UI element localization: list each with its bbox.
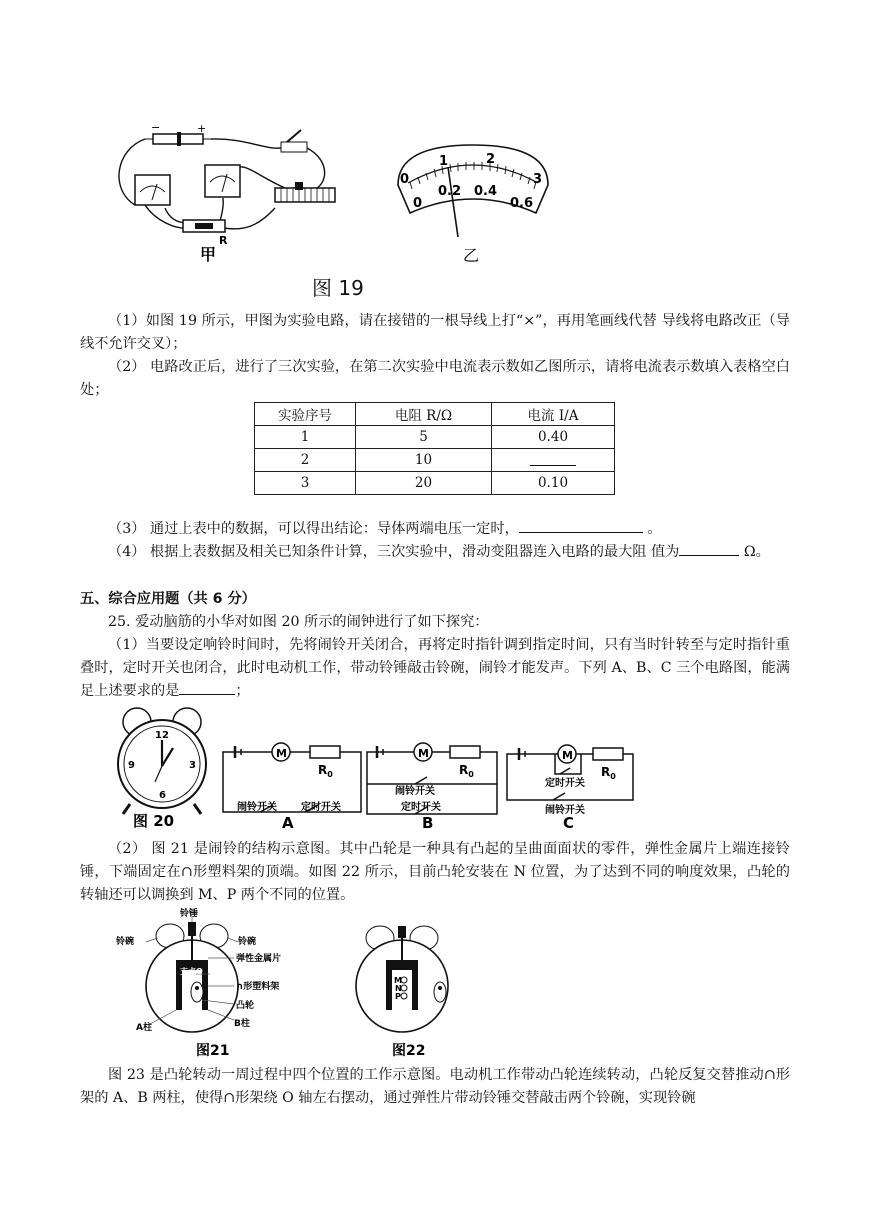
table-cell-blank[interactable] [492, 449, 615, 472]
r0-a: $R_0$ [318, 763, 333, 779]
motor-b: M [418, 747, 429, 760]
answer-blank-4[interactable] [679, 555, 739, 556]
bell-structure-diagram [146, 922, 238, 1032]
question-25-intro: 25. 爱动脑筋的小华对如图 20 所示的闹钟进行了如下探究： [108, 614, 489, 630]
table-header: 电阻 R/Ω [356, 403, 492, 426]
label-a: A [282, 814, 294, 832]
timer-switch-a: 定时开关 [301, 802, 341, 813]
question-19-2: （2） 电路改正后，进行了三次实验，在第二次实验中电流表示数如乙图所示，请将电流表示数填入表格空白处； [80, 359, 790, 398]
r0-b: $R_0$ [459, 763, 474, 779]
position-n: N [395, 984, 402, 993]
label-spring: 弹性金属片 [236, 954, 282, 964]
label-c: C [563, 814, 575, 832]
clock-12: 12 [155, 730, 169, 741]
dial-top-0: 0 [400, 172, 410, 187]
timer-switch-b: 定时开关 [401, 802, 441, 813]
table-cell: 10 [356, 449, 492, 472]
figure-jia-label: 甲 [200, 245, 217, 264]
label-bowl-right: 铃碗 [238, 937, 257, 947]
figure-19-ammeter-dial [388, 125, 558, 265]
label-col-b: B柱 [234, 1019, 250, 1029]
table-cell: 0.10 [492, 472, 615, 495]
section-5-heading: 五、综合应用题（共 6 分） [80, 591, 256, 607]
dial-bottom-1: 0.2 [438, 184, 462, 199]
label-bowl-left: 铃碗 [116, 937, 135, 947]
label-b: B [422, 814, 434, 832]
alarm-switch-a: 闹铃开关 [237, 802, 277, 813]
alarm-clock-icon [118, 708, 206, 814]
table-cell: 0.40 [492, 426, 615, 449]
clock-3: 3 [189, 760, 196, 771]
table-cell: 20 [356, 472, 492, 495]
table-cell: 3 [255, 472, 356, 495]
question-19-4: （4） 根据上表数据及相关已知条件计算，三次实验中，滑动变阻器连入电路的最大阻 值为 Ω。 [108, 544, 770, 560]
position-m: M [394, 976, 402, 985]
table-row [255, 449, 615, 472]
dial-top-1: 1 [439, 154, 449, 169]
data-table [254, 402, 615, 495]
figure-22-caption: 图22 [392, 1043, 426, 1059]
dial-bottom-3: 0.6 [510, 196, 534, 211]
table-row [255, 426, 615, 449]
table-cell: 5 [356, 426, 492, 449]
figure-21-22 [110, 908, 485, 1060]
figure-19-caption: 图 19 [312, 276, 364, 300]
battery-minus: − [151, 121, 161, 134]
figure-20 [105, 706, 616, 834]
table-header-row [255, 403, 615, 426]
position-p: P [395, 992, 401, 1001]
figure-yi-label: 乙 [463, 246, 480, 265]
label-pivot: 支点O [180, 967, 203, 976]
question-25-1: （1）当要设定响铃时间时，先将闹铃开关闭合，再将定时指针调到指定时间，只有当时针转至与定时指针重叠时，定时开关也闭合，此时电动机工作，带动铃锤敲击铃碗，闹铃才能发声。下列 A、B、C 三个电路图，能满足上述要求的是 ； [80, 637, 790, 699]
cam-positions-diagram [356, 926, 448, 1032]
alarm-switch-b: 闹铃开关 [395, 786, 435, 797]
dial-bottom-2: 0.4 [474, 184, 498, 199]
timer-switch-c: 定时开关 [545, 778, 585, 789]
question-19-3: （3） 通过上表中的数据，可以得出结论：导体两端电压一定时， 。 [108, 521, 662, 537]
figure-20-caption: 图 20 [133, 812, 175, 830]
table-header: 电流 I/A [492, 403, 615, 426]
clock-6: 6 [159, 790, 166, 801]
label-frame: ∩形塑料架 [236, 982, 280, 992]
figure-21-caption: 图21 [196, 1043, 230, 1059]
table-cell: 1 [255, 426, 356, 449]
table-header: 实验序号 [255, 403, 356, 426]
dial-bottom-0: 0 [413, 196, 423, 211]
label-col-a: A柱 [136, 1023, 152, 1033]
label-hammer: 铃锤 [180, 909, 199, 919]
table-row [255, 472, 615, 495]
resistor-label: R [219, 234, 228, 247]
answer-blank-3[interactable] [519, 532, 643, 533]
dial-top-2: 2 [486, 152, 496, 167]
table-cell: 2 [255, 449, 356, 472]
clock-9: 9 [128, 760, 135, 771]
dial-top-3: 3 [533, 172, 543, 187]
question-19-1: （1）如图 19 所示，甲图为实验电路，请在接错的一根导线上打“×”，再用笔画线代替 导线将电路改正（导线不允许交叉）； [80, 313, 790, 352]
battery-plus: + [197, 122, 207, 135]
alarm-switch-c: 闹铃开关 [545, 805, 585, 816]
motor-a: M [276, 747, 287, 760]
answer-blank-25-1[interactable] [179, 694, 235, 695]
question-25-3: 图 23 是凸轮转动一周过程中四个位置的工作示意图。电动机工作带动凸轮连续转动，凸轮反复交替推动∩形架的 A、B 两柱，使得∩形架绕 O 轴左右摆动，通过弹性片带动铃锤交替敲击两个铃碗，实现铃碗 [80, 1067, 790, 1106]
figure-19-circuit [105, 120, 345, 265]
motor-c: M [562, 749, 573, 762]
label-cam: 凸轮 [236, 1001, 255, 1011]
r0-c: $R_0$ [601, 765, 616, 781]
question-25-2: （2） 图 21 是闹铃的结构示意图。其中凸轮是一种具有凸起的呈曲面面状的零件，弹性金属片上端连接铃锤，下端固定在∩形塑料架的顶端。如图 22 所示，目前凸轮安装在 N 位置，为了达到不同的响度效果，凸轮的转轴还可以调换到 M、P 两个不同的位置。 [80, 841, 790, 903]
